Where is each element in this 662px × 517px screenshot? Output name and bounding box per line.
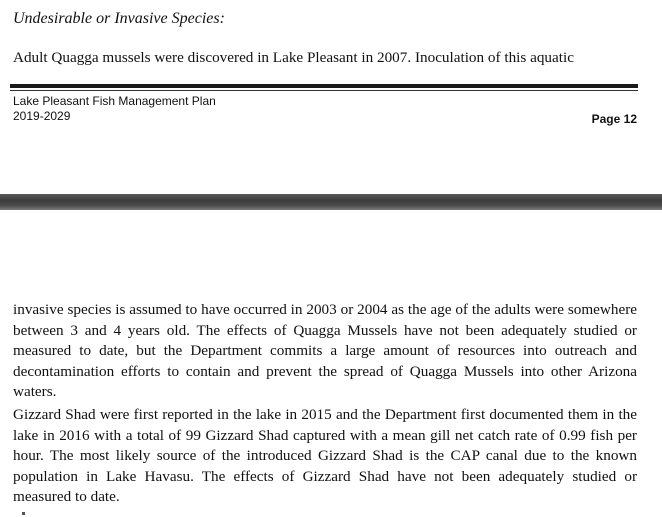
- footer-rule-thick: [10, 84, 638, 88]
- paragraph-gizzard-shad: Gizzard Shad were first reported in the lake in 2015 and the Department first documented them in the lake in 2016 with a total of 99 Gizzard Shad captured with a mean gill net catch rate of 0.99 fish per hour. The most likely source of the introduced Gizzard Shad is the CAP canal due to the known population in Lake Havasu. The effects of Gizzard Shad have not been adequately studied or measured to date.: [13, 406, 637, 506]
- footer-rule-thin: [10, 90, 638, 91]
- page-footer: [13, 94, 216, 124]
- footer-document-title: Lake Pleasant Fish Management Plan: [13, 94, 216, 108]
- footer-page-number: Page 12: [591, 112, 637, 126]
- stray-mark: [22, 512, 25, 515]
- page-break-separator: [0, 194, 662, 210]
- section-heading: Undesirable or Invasive Species:: [13, 10, 225, 27]
- paragraph-quagga-continued: invasive species is assumed to have occurred in 2003 or 2004 as the age of the adults were somewhere between 3 and 4 years old. The effects of Quagga Mussels have not been adequately studied or measured to date, but the Department commits a large amount of resources into outreach and decontamination efforts to contain and prevent the spread of Quagga Mussels into other Arizona waters.: [13, 301, 637, 401]
- paragraph-quagga-intro: Adult Quagga mussels were discovered in Lake Pleasant in 2007. Inoculation of this aquatic: [13, 49, 574, 66]
- footer-document-years: 2019-2029: [13, 109, 71, 123]
